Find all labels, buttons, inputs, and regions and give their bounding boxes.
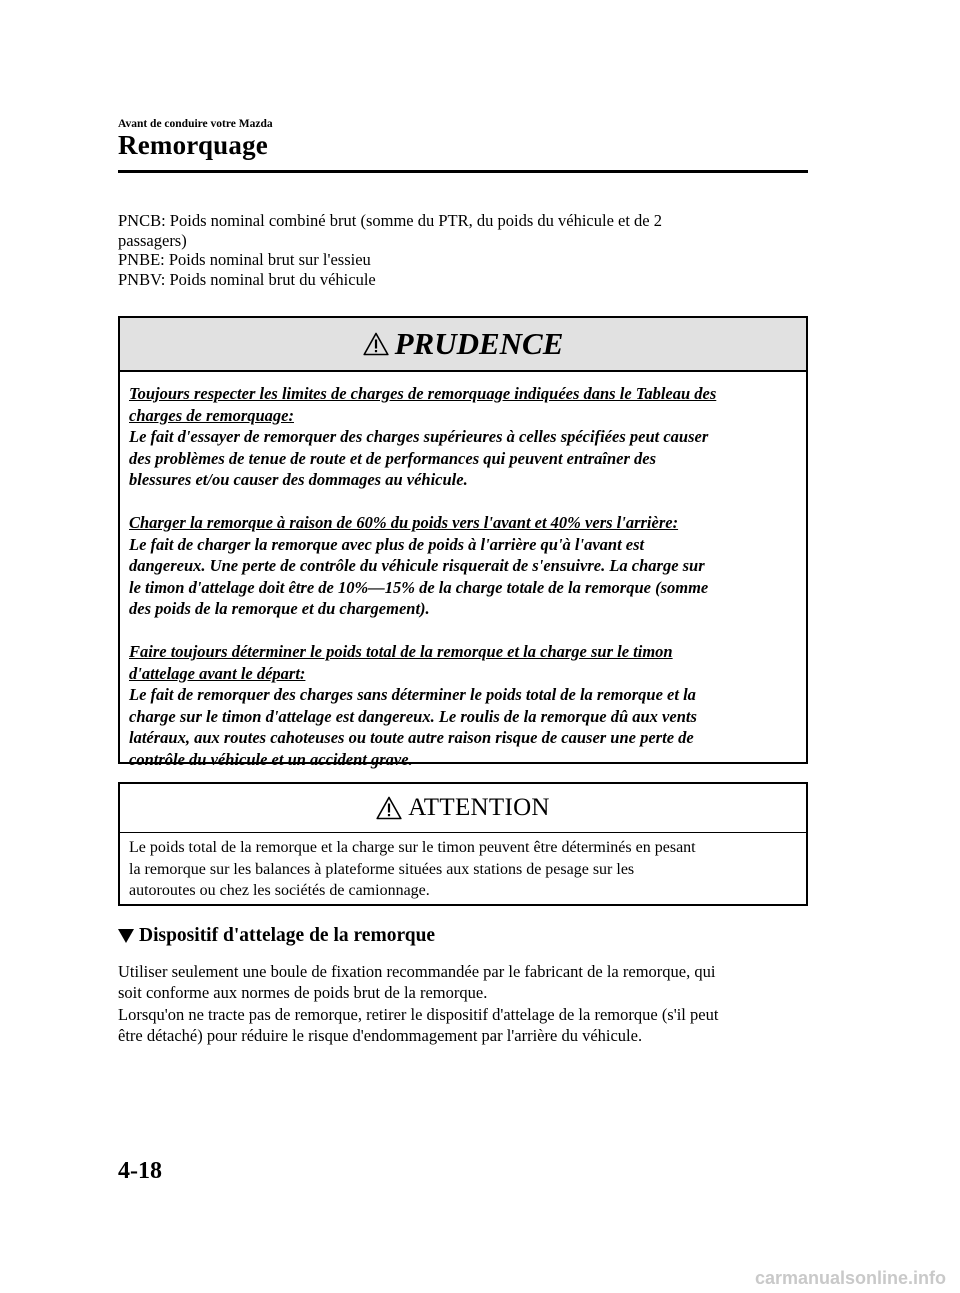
subsection-heading: [118, 925, 435, 947]
prudence-body-line: le timon d'attelage doit être de 10%―15% de la charge totale de la remorque (somme: [129, 577, 709, 597]
warning-triangle-icon: [376, 796, 402, 820]
definition-line: passagers): [118, 230, 187, 250]
prudence-paragraph: [129, 641, 798, 771]
attention-title: ATTENTION: [408, 794, 550, 821]
body-line: être détaché) pour réduire le risque d'endommagement par l'arrière du véhicule.: [118, 1025, 643, 1045]
definitions-list: [118, 211, 808, 289]
prudence-body-line: latéraux, aux routes cahoteuses ou toute autre raison risque de causer une perte de: [129, 728, 694, 748]
attention-box: [118, 782, 808, 906]
body-line: Lorsqu'on ne tracte pas de remorque, retirer le dispositif d'attelage de la remorque (s'il peut: [118, 1004, 719, 1024]
attention-header: [120, 784, 806, 833]
prudence-lead-line: charges de remorquage:: [129, 405, 294, 425]
prudence-body-line: charge sur le timon d'attelage est dangereux. Le roulis de la remorque dû aux vents: [129, 706, 697, 726]
definition-line: PNCB: Poids nominal combiné brut (somme du PTR, du poids du véhicule et de 2: [118, 211, 663, 230]
subsection-title: Dispositif d'attelage de la remorque: [139, 925, 436, 946]
prudence-header: [120, 318, 806, 372]
triangle-down-icon: [118, 929, 134, 943]
subsection-body: [118, 961, 808, 1046]
warning-triangle-icon: [363, 332, 389, 356]
attention-body: [120, 833, 806, 902]
prudence-body-line: Le fait de remorquer des charges sans déterminer le poids total de la remorque et la: [129, 685, 696, 705]
attention-line: autoroutes ou chez les sociétés de camionnage.: [129, 882, 430, 899]
prudence-lead-line: Faire toujours déterminer le poids total de la remorque et la charge sur le timon: [129, 641, 673, 661]
chapter-label: Avant de conduire votre Mazda: [118, 118, 273, 130]
body-line: soit conforme aux normes de poids brut de la remorque.: [118, 983, 488, 1003]
prudence-body: [120, 372, 806, 771]
watermark: carmanualsonline.info: [754, 1268, 946, 1288]
prudence-paragraph: [129, 512, 798, 620]
section-title: Remorquage: [118, 130, 268, 160]
prudence-title: PRUDENCE: [394, 326, 564, 361]
prudence-box: [118, 316, 808, 769]
attention-line: la remorque sur les balances à plateforme situées aux stations de pesage sur les: [129, 860, 635, 878]
prudence-body-line: Le fait d'essayer de remorquer des charges supérieures à celles spécifiées peut causer: [129, 427, 709, 447]
prudence-body-line: blessures et/ou causer des dommages au véhicule.: [129, 470, 468, 490]
attention-line: Le poids total de la remorque et la charge sur le timon peuvent être déterminés en pesant: [129, 839, 696, 856]
prudence-lead-line: d'attelage avant le départ:: [129, 663, 306, 683]
prudence-lead-line: Charger la remorque à raison de 60% du poids vers l'avant et 40% vers l'arrière:: [129, 512, 679, 532]
prudence-lead-line: Toujours respecter les limites de charges de remorquage indiquées dans le Tableau des: [129, 384, 717, 403]
page-number: 4-18: [118, 1158, 162, 1184]
prudence-body-line: des poids de la remorque et du chargement).: [129, 599, 430, 619]
definition-line: PNBV: Poids nominal brut du véhicule: [118, 269, 376, 289]
prudence-body-line: Le fait de charger la remorque avec plus de poids à l'arrière qu'à l'avant est: [129, 534, 645, 554]
definition-line: PNBE: Poids nominal brut sur l'essieu: [118, 250, 371, 269]
prudence-body-line: des problèmes de tenue de route et de performances qui peuvent entraîner des: [129, 448, 657, 468]
prudence-body-line: contrôle du véhicule et un accident grave.: [129, 749, 413, 769]
header-rule: [118, 170, 808, 173]
body-line: Utiliser seulement une boule de fixation recommandée par le fabricant de la remorque, qui: [118, 962, 716, 981]
prudence-body-line: dangereux. Une perte de contrôle du véhicule risquerait de s'ensuivre. La charge sur: [129, 556, 705, 576]
prudence-paragraph: [129, 383, 798, 491]
